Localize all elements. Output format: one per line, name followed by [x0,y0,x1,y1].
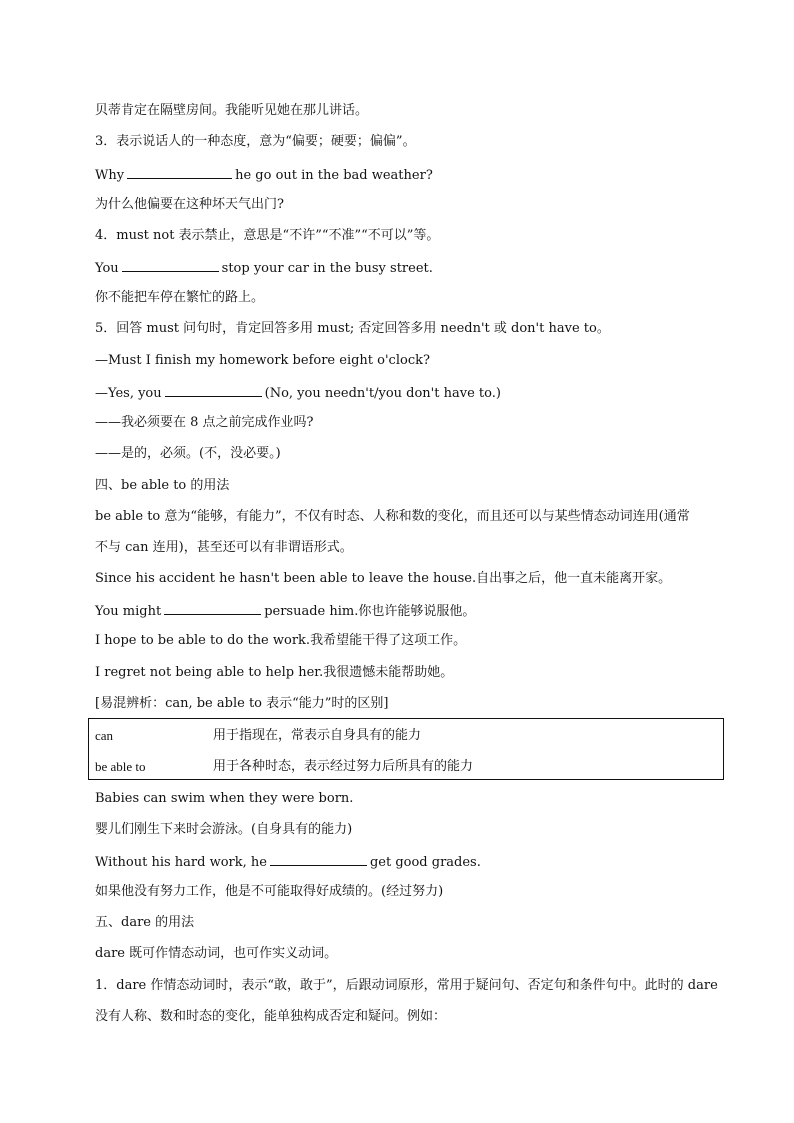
line-text: 贝蒂肯定在隔壁房间。我能听见她在那儿讲话。 [95,103,369,118]
line-text: 如果他没有努力工作，他是不可能取得好成绩的。(经过努力) [95,884,444,899]
text-line [95,665,453,681]
fill-in-blank[interactable] [127,166,232,179]
text-line [95,134,416,150]
table-cell-meaning: 用于各种时态，表示经过努力后所具有的能力 [213,759,474,774]
comparison-table [88,718,724,780]
fill-in-blank[interactable] [164,602,261,615]
line-text-before-blank: You [95,261,119,276]
line-text-after-blank: get good grades. [369,855,481,870]
text-line [95,321,610,337]
line-text: 婴儿们刚生下来时会游泳。(自身具有的能力) [95,822,353,837]
line-text-before-blank: Without his hard work, he [95,855,267,870]
line-text-before-blank: —Yes, you [95,386,162,401]
line-text: I hope to be able to do the work.我希望能干得了这项工作。 [95,633,467,648]
table-cell-meaning: 用于指现在，常表示自身具有的能力 [213,728,422,743]
text-line [95,696,389,712]
text-line [95,166,433,184]
line-text: Babies can swim when they were born. [95,791,354,806]
text-line [95,415,314,431]
line-text: 四、be able to 的用法 [95,478,230,493]
line-text: 为什么他偏要在这种坏天气出门? [95,197,284,212]
line-text: Since his accident he hasn't been able to leave the house.自出事之后，他一直未能离开家。 [95,571,672,586]
text-line [95,884,443,900]
line-text: 五、dare 的用法 [95,915,195,930]
line-text: 3．表示说话人的一种态度，意为“偏要；硬要；偏偏”。 [95,134,416,149]
line-text: 4．must not 表示禁止，意思是“不许”“不准”“不可以”等。 [95,228,440,243]
fill-in-blank[interactable] [270,853,367,866]
line-text: 1．dare 作情态动词时，表示“敢，敢于”，后跟动词原形，常用于疑问句、否定句和条件句中。此时的 dare [95,978,718,993]
text-line [95,602,475,620]
line-text: 5．回答 must 问句时，肯定回答多用 must; 否定回答多用 needn't 或 don't have to。 [95,321,610,336]
line-text-after-blank: he go out in the bad weather? [235,168,433,183]
fill-in-blank[interactable] [165,384,262,397]
text-line [95,228,439,244]
text-line [95,791,353,807]
line-text: 你不能把车停在繁忙的路上。 [95,290,265,305]
text-line [95,633,466,649]
line-text: be able to 意为“能够，有能力”，不仅有时态、人称和数的变化，而且还可以与某些情态动词连用(通常 [95,509,690,524]
line-text-after-blank: (No, you needn't/you don't have to.) [264,386,501,401]
line-text: dare 既可作情态动词，也可作实义动词。 [95,946,338,961]
text-line [95,540,353,556]
text-line [95,571,671,587]
text-line [95,946,337,962]
text-line [95,103,368,119]
line-text: I regret not being able to help her.我很遗憾未能帮助她。 [95,665,454,680]
line-text: 没有人称、数和时态的变化，能单独构成否定和疑问。例如： [95,1009,447,1024]
line-text: 不与 can 连用)，甚至还可以有非谓语形式。 [95,540,353,555]
table-cell-term: can [95,728,114,743]
line-text: —Must I finish my homework before eight o'clock? [95,353,430,368]
line-text-before-blank: You might [95,604,162,619]
line-text-after-blank: stop your car in the busy street. [221,261,433,276]
text-line [95,478,229,494]
text-line [95,259,433,277]
text-line [95,509,690,525]
text-line [95,978,718,994]
text-line [95,822,352,838]
text-line [95,915,194,931]
text-line [95,197,284,213]
text-line [95,384,501,402]
line-text: ——是的，必须。(不，没必要。) [95,446,281,461]
line-text: [易混辨析：can, be able to 表示“能力”时的区别] [95,696,389,711]
table-cell-term: be able to [95,759,146,774]
text-line [95,1009,446,1025]
text-line [95,446,281,462]
text-line [95,353,430,369]
line-text-before-blank: Why [95,168,125,183]
text-line [95,290,264,306]
fill-in-blank[interactable] [122,259,219,272]
line-text: ——我必须要在 8 点之前完成作业吗? [95,415,314,430]
text-line [95,853,481,871]
line-text-after-blank: persuade him.你也许能够说服他。 [264,604,476,619]
